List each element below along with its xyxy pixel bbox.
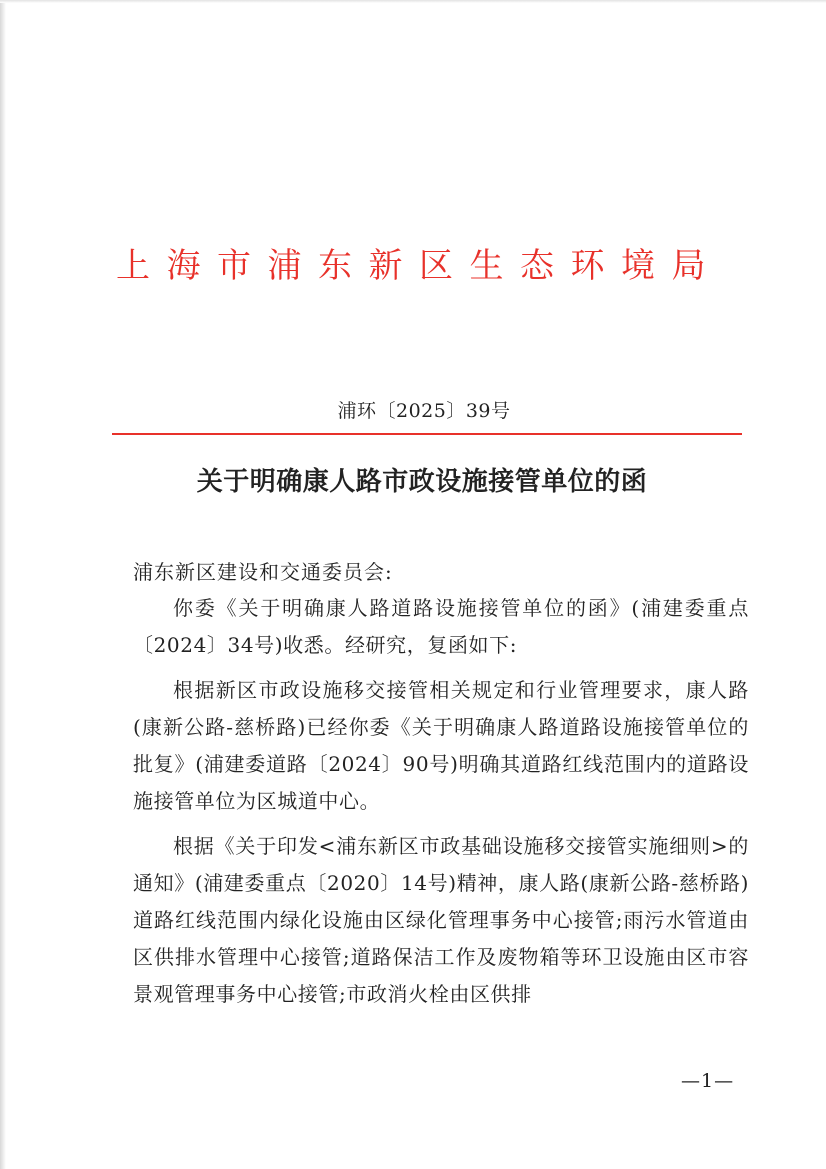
scan-shadow-left [0,0,6,1169]
salutation: 浦东新区建设和交通委员会: [133,560,393,584]
body-paragraph: 根据新区市政设施移交接管相关规定和行业管理要求，康人路(康新公路-慈桥路)已经你委《关于明确康人路道路设施接管单位的批复》(浦建委道路〔2024〕90号)明确其道路红线范围内的道路设施接管单位为区城道中心。 [133,678,749,813]
document-number: 浦环〔2025〕39号 [337,400,511,422]
agency-header: 上海市浦东新区生态环境局 [116,246,722,286]
document-title: 关于明确康人路市政设施接管单位的函 [196,467,648,497]
document-body [133,590,749,1021]
body-paragraph: 根据《关于印发<浦东新区市政基础设施移交接管实施细则>的通知》(浦建委重点〔2020〕14号)精神，康人路(康新公路-慈桥路)道路红线范围内绿化设施由区绿化管理事务中心接管;雨污水管道由区供排水管理中心接管;道路保洁工作及废物箱等环卫设施由区市容景观管理事务中心接管;市政消火栓由区供排 [133,834,749,1006]
red-divider-line [112,433,742,435]
scan-shadow-top [0,0,826,3]
page-number: —1— [681,1070,735,1092]
body-paragraph: 你委《关于明确康人路道路设施接管单位的函》(浦建委重点〔2024〕34号)收悉。经研究，复函如下: [133,596,749,657]
